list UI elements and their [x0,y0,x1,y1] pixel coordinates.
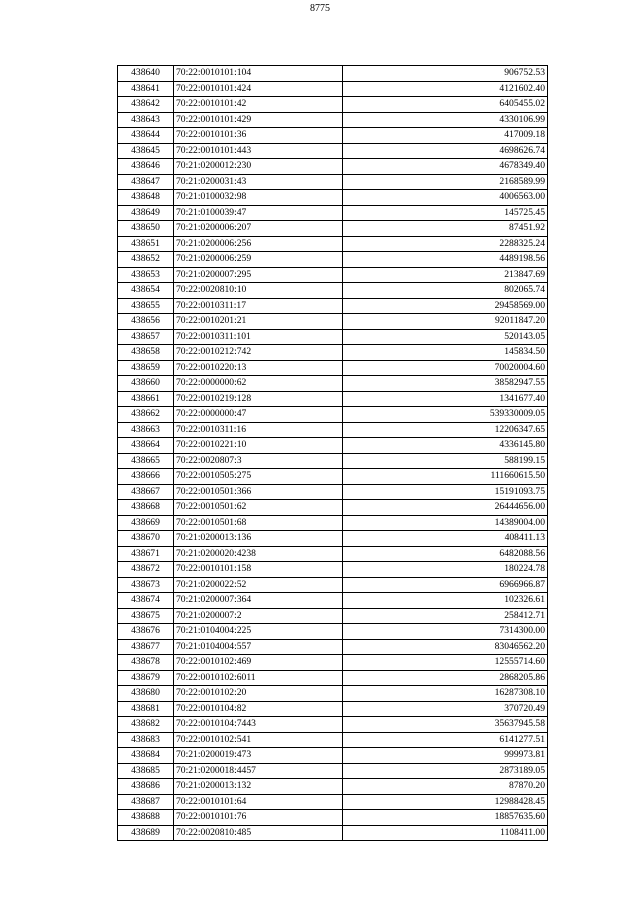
value-cell: 180224.78 [343,562,548,578]
table-row [118,701,548,717]
table-row [118,143,548,159]
table-row [118,283,548,299]
cadastral-number-cell: 70:22:0010501:366 [174,484,343,500]
value-cell: 408411.13 [343,531,548,547]
cadastral-number-cell: 70:22:0010102:541 [174,732,343,748]
record-id-cell: 438670 [118,531,174,547]
record-id-cell: 438683 [118,732,174,748]
cadastral-number-cell: 70:22:0010101:443 [174,143,343,159]
cadastral-number-cell: 70:22:0010311:16 [174,422,343,438]
record-id-cell: 438661 [118,391,174,407]
table-row [118,298,548,314]
value-cell: 2288325.24 [343,236,548,252]
cadastral-number-cell: 70:21:0100039:47 [174,205,343,221]
value-cell: 70020004.60 [343,360,548,376]
cadastral-number-cell: 70:22:0020807:3 [174,453,343,469]
cadastral-number-cell: 70:21:0200007:295 [174,267,343,283]
table-row [118,779,548,795]
record-id-cell: 438642 [118,97,174,113]
record-id-cell: 438678 [118,655,174,671]
cadastral-number-cell: 70:21:0104004:225 [174,624,343,640]
record-id-cell: 438669 [118,515,174,531]
table-row [118,81,548,97]
value-cell: 213847.69 [343,267,548,283]
value-cell: 4698626.74 [343,143,548,159]
record-id-cell: 438656 [118,314,174,330]
table-row [118,329,548,345]
table-row [118,391,548,407]
value-cell: 520143.05 [343,329,548,345]
cadastral-number-cell: 70:22:0010102:20 [174,686,343,702]
table-row [118,515,548,531]
cadastral-number-cell: 70:22:0000000:47 [174,407,343,423]
record-id-cell: 438676 [118,624,174,640]
cadastral-number-cell: 70:21:0200012:230 [174,159,343,175]
record-id-cell: 438654 [118,283,174,299]
cadastral-number-cell: 70:22:0010101:429 [174,112,343,128]
cadastral-number-cell: 70:21:0200007:364 [174,593,343,609]
cadastral-number-cell: 70:21:0200020:4238 [174,546,343,562]
record-id-cell: 438659 [118,360,174,376]
table-row [118,639,548,655]
cadastral-number-cell: 70:21:0104004:557 [174,639,343,655]
cadastral-number-cell: 70:22:0010102:6011 [174,670,343,686]
cadastral-number-cell: 70:22:0010505:275 [174,469,343,485]
record-id-cell: 438686 [118,779,174,795]
table-row [118,577,548,593]
record-id-cell: 438668 [118,500,174,516]
record-id-cell: 438660 [118,376,174,392]
value-cell: 6405455.02 [343,97,548,113]
value-cell: 92011847.20 [343,314,548,330]
cadastral-number-cell: 70:22:0010501:62 [174,500,343,516]
value-cell: 145834.50 [343,345,548,361]
value-cell: 14389004.00 [343,515,548,531]
table-row [118,236,548,252]
table-row [118,360,548,376]
value-cell: 6966966.87 [343,577,548,593]
table-body [118,66,548,841]
value-cell: 16287308.10 [343,686,548,702]
value-cell: 802065.74 [343,283,548,299]
record-id-cell: 438650 [118,221,174,237]
record-id-cell: 438651 [118,236,174,252]
cadastral-number-cell: 70:21:0200031:43 [174,174,343,190]
record-id-cell: 438646 [118,159,174,175]
table-row [118,221,548,237]
table-row [118,500,548,516]
record-id-cell: 438679 [118,670,174,686]
cadastral-number-cell: 70:22:0010102:469 [174,655,343,671]
record-id-cell: 438643 [118,112,174,128]
cadastral-number-cell: 70:21:0200006:259 [174,252,343,268]
value-cell: 370720.49 [343,701,548,717]
table-row [118,670,548,686]
table-row [118,66,548,82]
table-row [118,128,548,144]
table-row [118,112,548,128]
table-row [118,624,548,640]
value-cell: 83046562.20 [343,639,548,655]
table-row [118,345,548,361]
table-row [118,97,548,113]
value-cell: 906752.53 [343,66,548,82]
table-row [118,655,548,671]
cadastral-number-cell: 70:21:0200019:473 [174,748,343,764]
value-cell: 6141277.51 [343,732,548,748]
cadastral-number-cell: 70:22:0010311:101 [174,329,343,345]
value-cell: 87451.92 [343,221,548,237]
record-id-cell: 438671 [118,546,174,562]
table-row [118,422,548,438]
table-row [118,174,548,190]
cadastral-number-cell: 70:22:0020810:485 [174,825,343,841]
cadastral-number-cell: 70:22:0010101:64 [174,794,343,810]
value-cell: 999973.81 [343,748,548,764]
table-row [118,732,548,748]
value-cell: 26444656.00 [343,500,548,516]
record-id-cell: 438653 [118,267,174,283]
cadastral-number-cell: 70:22:0010101:76 [174,810,343,826]
value-cell: 539330009.05 [343,407,548,423]
value-cell: 145725.45 [343,205,548,221]
record-id-cell: 438667 [118,484,174,500]
record-id-cell: 438681 [118,701,174,717]
cadastral-number-cell: 70:22:0010220:13 [174,360,343,376]
cadastral-number-cell: 70:21:0200013:136 [174,531,343,547]
cadastral-number-cell: 70:22:0010501:68 [174,515,343,531]
record-id-cell: 438649 [118,205,174,221]
value-cell: 38582947.55 [343,376,548,392]
value-cell: 15191093.75 [343,484,548,500]
table-row [118,546,548,562]
page-number: 8775 [310,3,330,14]
record-id-cell: 438648 [118,190,174,206]
value-cell: 35637945.58 [343,717,548,733]
value-cell: 417009.18 [343,128,548,144]
record-id-cell: 438687 [118,794,174,810]
cadastral-number-cell: 70:21:0100032:98 [174,190,343,206]
table-row [118,794,548,810]
table-row [118,190,548,206]
record-id-cell: 438641 [118,81,174,97]
cadastral-number-cell: 70:22:0010201:21 [174,314,343,330]
value-cell: 4121602.40 [343,81,548,97]
record-id-cell: 438665 [118,453,174,469]
value-cell: 18857635.60 [343,810,548,826]
data-table [117,65,548,841]
table-row [118,608,548,624]
value-cell: 4678349.40 [343,159,548,175]
table-row [118,314,548,330]
record-id-cell: 438663 [118,422,174,438]
value-cell: 2168589.99 [343,174,548,190]
cadastral-number-cell: 70:22:0010101:42 [174,97,343,113]
value-cell: 2868205.86 [343,670,548,686]
table-row [118,407,548,423]
record-id-cell: 438666 [118,469,174,485]
value-cell: 87870.20 [343,779,548,795]
table-row [118,763,548,779]
cadastral-number-cell: 70:22:0010101:158 [174,562,343,578]
table-row [118,438,548,454]
record-id-cell: 438645 [118,143,174,159]
record-id-cell: 438685 [118,763,174,779]
table-row [118,686,548,702]
record-id-cell: 438652 [118,252,174,268]
table-row [118,267,548,283]
value-cell: 6482088.56 [343,546,548,562]
record-id-cell: 438674 [118,593,174,609]
table-row [118,593,548,609]
record-id-cell: 438644 [118,128,174,144]
record-id-cell: 438675 [118,608,174,624]
table-row [118,453,548,469]
record-id-cell: 438662 [118,407,174,423]
value-cell: 4336145.80 [343,438,548,454]
record-id-cell: 438682 [118,717,174,733]
cadastral-number-cell: 70:22:0000000:62 [174,376,343,392]
value-cell: 258412.71 [343,608,548,624]
cadastral-number-cell: 70:21:0200006:256 [174,236,343,252]
table-row [118,748,548,764]
cadastral-number-cell: 70:21:0200022:52 [174,577,343,593]
record-id-cell: 438640 [118,66,174,82]
table-row [118,810,548,826]
cadastral-number-cell: 70:22:0010101:36 [174,128,343,144]
cadastral-number-cell: 70:22:0010101:104 [174,66,343,82]
record-id-cell: 438673 [118,577,174,593]
record-id-cell: 438658 [118,345,174,361]
record-id-cell: 438672 [118,562,174,578]
value-cell: 111660615.50 [343,469,548,485]
table-row [118,825,548,841]
cadastral-number-cell: 70:22:0010212:742 [174,345,343,361]
table-row [118,469,548,485]
record-id-cell: 438647 [118,174,174,190]
value-cell: 2873189.05 [343,763,548,779]
table-row [118,717,548,733]
cadastral-number-cell: 70:21:0200007:2 [174,608,343,624]
cadastral-number-cell: 70:22:0010101:424 [174,81,343,97]
value-cell: 7314300.00 [343,624,548,640]
cadastral-number-cell: 70:21:0200018:4457 [174,763,343,779]
value-cell: 12206347.65 [343,422,548,438]
table-row [118,484,548,500]
record-id-cell: 438655 [118,298,174,314]
record-id-cell: 438689 [118,825,174,841]
table-row [118,252,548,268]
value-cell: 4006563.00 [343,190,548,206]
table-row [118,376,548,392]
table-row [118,562,548,578]
cadastral-number-cell: 70:22:0010104:7443 [174,717,343,733]
record-id-cell: 438680 [118,686,174,702]
value-cell: 588199.15 [343,453,548,469]
record-id-cell: 438688 [118,810,174,826]
table-row [118,531,548,547]
cadastral-number-cell: 70:21:0200006:207 [174,221,343,237]
value-cell: 102326.61 [343,593,548,609]
cadastral-number-cell: 70:21:0200013:132 [174,779,343,795]
record-id-cell: 438684 [118,748,174,764]
cadastral-number-cell: 70:22:0010219:128 [174,391,343,407]
cadastral-number-cell: 70:22:0010104:82 [174,701,343,717]
cadastral-number-cell: 70:22:0020810:10 [174,283,343,299]
value-cell: 12555714.60 [343,655,548,671]
value-cell: 12988428.45 [343,794,548,810]
table-row [118,159,548,175]
record-id-cell: 438657 [118,329,174,345]
cadastral-number-cell: 70:22:0010221:10 [174,438,343,454]
value-cell: 1341677.40 [343,391,548,407]
value-cell: 1108411.00 [343,825,548,841]
record-id-cell: 438677 [118,639,174,655]
value-cell: 4330106.99 [343,112,548,128]
value-cell: 4489198.56 [343,252,548,268]
table-row [118,205,548,221]
cadastral-number-cell: 70:22:0010311:17 [174,298,343,314]
value-cell: 29458569.00 [343,298,548,314]
record-id-cell: 438664 [118,438,174,454]
